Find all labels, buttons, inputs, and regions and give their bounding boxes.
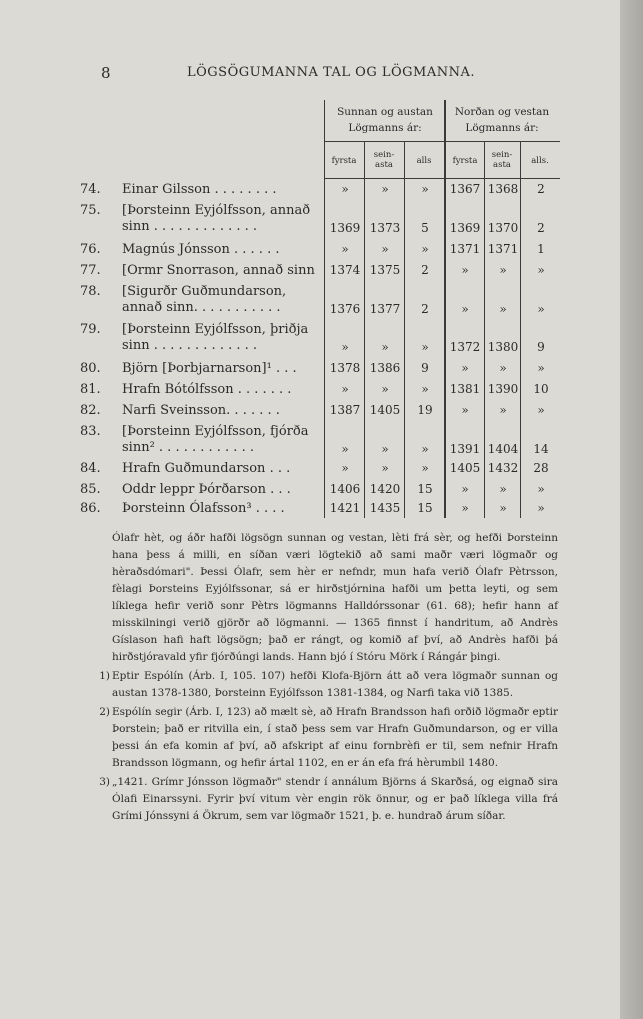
table-rule xyxy=(325,178,560,179)
cell-se-last: 1373 xyxy=(369,221,401,235)
row-name-continuation: sinn . . . . . . . . . . . . . xyxy=(122,219,258,234)
column-group-subtitle: Lögmanns ár: xyxy=(348,122,422,134)
cell-se-first: » xyxy=(341,382,349,396)
note-continuation: Ólafr hèt, og áðr hafði lögsögn sunnan og vestan, lèti frá sèr, og hefði Þorsteinn hana þess á milli, en síðan væri lögtekið að sami maðr væri lögmaðr og hèraðsdómari". Þessi Ólafr, sem hèr er nefndr, mun hafa verið Ólafr Pètrsson, fèlagi Þorsteins Eyjólfssonar, sá er hirðstjórnina hafði um þetta leyti, og sem líklega hefir verið sonr Pètrs lögmanns Halldórssonar (61. 68); hefir hann af misskilningi verið gjörðr að lögmanni. — 1365 finnst í handritum, að Andrès Gíslason hafi haft lögsögn; það er rángt, og komið af því, að Andrès hafði þá hirðstjóravald yfir fjórðúngi lands. Hann bjó í Stóru Mörk í Rángár þingi. xyxy=(112,532,558,663)
cell-nw-total: 14 xyxy=(533,442,549,456)
cell-se-last: » xyxy=(381,461,389,475)
cell-se-last: » xyxy=(381,382,389,396)
footnote-mark: 2) xyxy=(99,706,110,718)
cell-se-first: 1369 xyxy=(329,221,361,235)
cell-nw-last: » xyxy=(499,482,507,496)
cell-se-last: 1375 xyxy=(369,263,401,277)
cell-se-total: » xyxy=(421,182,429,196)
footnote-text: Eptir Espólín (Árb. I, 105. 107) hefði Klofa-Björn átt að vera lögmaðr sunnan og austan 1378-1380, Þorsteinn Eyjólfsson 1381-1384, og Narfi taka við 1385. xyxy=(112,670,558,699)
cell-nw-last: 1368 xyxy=(487,182,519,196)
page-header xyxy=(95,64,525,84)
cell-nw-total: » xyxy=(537,403,545,417)
cell-nw-first: 1369 xyxy=(449,221,481,235)
footnote-text: „1421. Grímr Jónsson lögmaðr" stendr í annálum Björns á Skarðsá, og eignað sira Ólafi Einarssyni. Fyrir því vitum vèr engin rök önnur, og er það líklega villa frá Grími Jónssyni á Ökrum, sem var lögmaðr 1521, þ. e. hundrað árum síðar. xyxy=(112,776,558,822)
row-name: Þorsteinn Ólafsson³ . . . . xyxy=(122,501,285,516)
cell-se-total: 19 xyxy=(417,403,433,417)
cell-nw-first: » xyxy=(461,302,469,316)
cell-nw-last: » xyxy=(499,361,507,375)
cell-nw-last: 1432 xyxy=(487,461,519,475)
row-name: [Sigurðr Guðmundarson, xyxy=(122,284,287,299)
cell-nw-last: 1371 xyxy=(487,242,519,256)
cell-nw-first: » xyxy=(461,403,469,417)
cell-nw-first: » xyxy=(461,501,469,515)
cell-nw-first: 1372 xyxy=(449,340,481,354)
column-group-southeast xyxy=(325,104,445,136)
row-number: 80. xyxy=(80,361,101,376)
row-number: 85. xyxy=(80,482,101,497)
cell-se-total: 2 xyxy=(421,302,429,316)
notes-section xyxy=(99,530,558,825)
cell-nw-total: » xyxy=(537,302,545,316)
book-spine-edge xyxy=(620,0,643,1019)
cell-se-total: 5 xyxy=(421,221,429,235)
cell-se-first: » xyxy=(341,340,349,354)
row-number: 82. xyxy=(80,403,101,418)
column-group-subtitle: Lögmanns ár: xyxy=(465,122,539,134)
cell-se-total: » xyxy=(421,442,429,456)
cell-nw-first: » xyxy=(461,361,469,375)
cell-nw-total: 28 xyxy=(533,461,549,475)
footnote xyxy=(99,668,558,702)
row-number: 81. xyxy=(80,382,101,397)
cell-nw-first: 1381 xyxy=(449,382,481,396)
cell-se-total: » xyxy=(421,461,429,475)
row-number: 83. xyxy=(80,424,101,439)
cell-nw-total: » xyxy=(537,501,545,515)
row-name: [Þorsteinn Eyjólfsson, fjórða xyxy=(122,424,309,439)
row-number: 76. xyxy=(80,242,101,257)
cell-nw-last: 1390 xyxy=(487,382,519,396)
row-name: Björn [Þorbjarnarson]¹ . . . xyxy=(122,361,297,376)
cell-se-total: 15 xyxy=(417,501,433,515)
cell-nw-last: » xyxy=(499,263,507,277)
cell-nw-last: » xyxy=(499,501,507,515)
cell-nw-total: 1 xyxy=(537,242,545,256)
cell-se-total: 2 xyxy=(421,263,429,277)
cell-se-last: 1377 xyxy=(369,302,401,316)
footnote-text: Espólín segir (Árb. I, 123) að mælt sè, að Hrafn Brandsson hafi orðið lögmaðr eptir Þorstein; það er ritvilla ein, í stað þess sem var Hrafn Guðmundarson, og er villa þessi án efa komin af því, að afskript af einu fornbrèfi er til, sem nefnir Hrafn Brandsson lögmann, og hefir ártal 1102, en er án efa frá hèrumbil 1480. xyxy=(112,706,558,769)
cell-se-last: » xyxy=(381,340,389,354)
footnote-mark: 1) xyxy=(99,670,110,682)
row-number: 74. xyxy=(80,182,101,197)
cell-nw-first: » xyxy=(461,482,469,496)
cell-nw-first: 1391 xyxy=(449,442,481,456)
cell-nw-last: » xyxy=(499,403,507,417)
row-name: [Þorsteinn Eyjólfsson, þriðja xyxy=(122,322,309,337)
row-name-continuation: sinn . . . . . . . . . . . . . xyxy=(122,338,258,353)
cell-nw-first: 1405 xyxy=(449,461,481,475)
subheader-last-line1: sein- xyxy=(373,150,395,160)
row-name: Magnús Jónsson . . . . . . xyxy=(122,242,280,257)
cell-nw-last: 1404 xyxy=(487,442,519,456)
row-name: [Ormr Snorrason, annað sinn xyxy=(122,263,315,278)
running-head: LÖGSÖGUMANNA TAL OG LÖGMANNA. xyxy=(187,65,475,80)
row-number: 84. xyxy=(80,461,101,476)
subheader-last-line2: asta xyxy=(375,160,393,170)
cell-se-first: 1406 xyxy=(329,482,361,496)
cell-se-last: 1420 xyxy=(369,482,401,496)
row-name-continuation: sinn² . . . . . . . . . . . . xyxy=(122,440,254,455)
cell-se-last: » xyxy=(381,242,389,256)
cell-nw-total: 2 xyxy=(537,221,545,235)
subheader-first: fyrsta xyxy=(452,156,478,166)
subheader-last-line2: asta xyxy=(493,160,511,170)
footnote-mark: 3) xyxy=(99,776,110,788)
cell-nw-total: 10 xyxy=(533,382,549,396)
cell-se-first: 1376 xyxy=(329,302,361,316)
row-name: [Þorsteinn Eyjólfsson, annað xyxy=(122,203,311,218)
row-name: Narfi Sveinsson. . . . . . . xyxy=(122,403,280,418)
cell-se-last: 1386 xyxy=(369,361,401,375)
cell-se-total: 15 xyxy=(417,482,433,496)
cell-se-first: 1421 xyxy=(329,501,361,515)
cell-se-last: » xyxy=(381,182,389,196)
column-group-title: Sunnan og austan xyxy=(337,106,433,118)
cell-se-total: » xyxy=(421,382,429,396)
cell-se-first: » xyxy=(341,182,349,196)
column-group-northwest xyxy=(446,104,558,136)
cell-se-last: » xyxy=(381,442,389,456)
cell-nw-total: 9 xyxy=(537,340,545,354)
cell-se-first: » xyxy=(341,242,349,256)
cell-nw-total: » xyxy=(537,263,545,277)
footnote xyxy=(99,774,558,825)
cell-nw-last: 1380 xyxy=(487,340,519,354)
row-name: Hrafn Bótólfsson . . . . . . . xyxy=(122,382,292,397)
row-number: 86. xyxy=(80,501,101,516)
page-number: 8 xyxy=(101,64,112,82)
footnote xyxy=(99,704,558,772)
cell-nw-last: 1370 xyxy=(487,221,519,235)
cell-nw-total: 2 xyxy=(537,182,545,196)
table-rule xyxy=(325,141,560,142)
cell-se-first: 1374 xyxy=(329,263,361,277)
row-number: 78. xyxy=(80,284,101,299)
cell-nw-first: » xyxy=(461,263,469,277)
row-name: Einar Gilsson . . . . . . . . xyxy=(122,182,277,197)
cell-se-first: 1387 xyxy=(329,403,361,417)
subheader-total: alls xyxy=(416,156,432,166)
row-number: 75. xyxy=(80,203,101,218)
cell-nw-last: » xyxy=(499,302,507,316)
cell-se-last: 1405 xyxy=(369,403,401,417)
cell-nw-first: 1371 xyxy=(449,242,481,256)
cell-nw-first: 1367 xyxy=(449,182,481,196)
cell-se-first: » xyxy=(341,461,349,475)
row-number: 77. xyxy=(80,263,101,278)
cell-se-total: 9 xyxy=(421,361,429,375)
row-name: Oddr leppr Þórðarson . . . xyxy=(122,482,291,497)
cell-se-total: » xyxy=(421,242,429,256)
cell-nw-total: » xyxy=(537,361,545,375)
subheader-last xyxy=(484,150,520,170)
row-number: 79. xyxy=(80,322,101,337)
column-group-title: Norðan og vestan xyxy=(454,106,550,118)
cell-se-first: 1378 xyxy=(329,361,361,375)
subheader-first: fyrsta xyxy=(331,156,357,166)
cell-se-total: » xyxy=(421,340,429,354)
subheader-last xyxy=(365,150,403,170)
subheader-last-line1: sein- xyxy=(491,150,513,160)
subheader-total: alls. xyxy=(531,156,549,166)
row-name: Hrafn Guðmundarson . . . xyxy=(122,461,291,476)
row-name-continuation: annað sinn. . . . . . . . . . . xyxy=(122,300,281,315)
cell-se-last: 1435 xyxy=(369,501,401,515)
cell-nw-total: » xyxy=(537,482,545,496)
cell-se-first: » xyxy=(341,442,349,456)
